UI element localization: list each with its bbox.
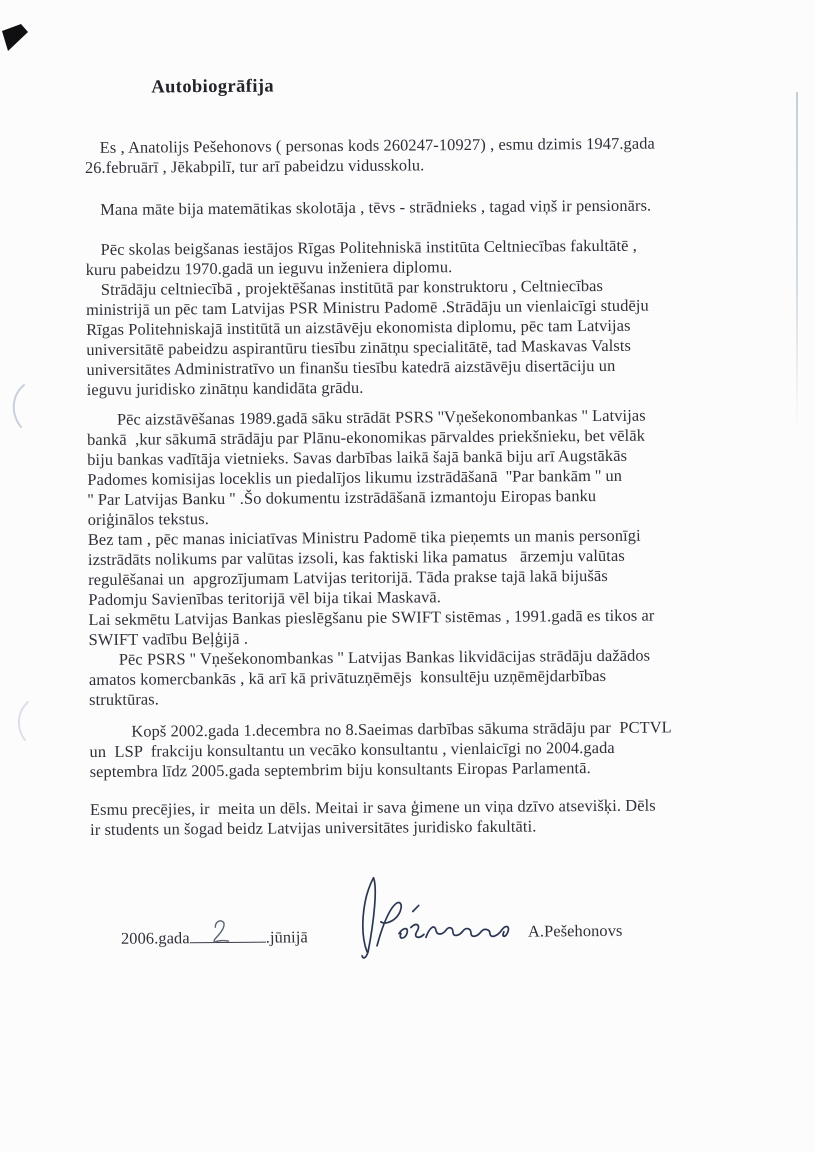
page-title: Autobiogrāfija xyxy=(151,76,275,98)
text-line: kuru pabeidzu 1970.gadā un ieguvu inženiera diplomu. xyxy=(85,257,453,280)
text-line: Lai sekmētu Latvijas Bankas pieslēgšanu pie SWIFT sistēmas , 1991.gadā es tikos ar xyxy=(88,605,655,630)
text-line: septembra līdz 2005.gada septembrim biju konsultants Eiropas Parlamentā. xyxy=(89,758,591,782)
text-line: Padomes komisijas loceklis un piedalījos likumu izstrādāšanā ''Par bankām '' un xyxy=(87,465,623,490)
text-line: Es , Anatolijs Pešehonovs ( personas kods 260247-10927) , esmu dzimis 1947.gada xyxy=(99,133,655,157)
date-suffix: .jūnijā xyxy=(265,927,308,947)
text-line: 26.februārī , Jēkabpilī, tur arī pabeidzu vidusskolu. xyxy=(84,155,425,178)
text-line: Padomju Savienības teritorijā vēl bija tikai Maskavā. xyxy=(88,587,441,610)
text-line: struktūras. xyxy=(89,689,160,710)
paragraph-family xyxy=(90,795,757,840)
text-line: ministrijā un pēc tam Latvijas PSR Ministru Padomē .Strādāju un vienlaicīgi studēju xyxy=(85,295,649,320)
text-line: Esmu precējies, ir meita un dēls. Meitai ir sava ģimene un viņa dzīvo atsevišķi. Dēls xyxy=(89,795,656,820)
text-line: Pēc aizstāvēšanas 1989.gadā sāku strādāt PSRS ''Vņešekonombankas '' Latvijas xyxy=(116,405,646,429)
text-line: regulēšanai un apgrozījumam Latvijas teritorijā. Tāda prakse tajā lakā bijušās xyxy=(88,565,608,590)
paragraph-saeima xyxy=(89,717,756,782)
text-line: universitātes Administratīvo un finanšu tiesību katedrā aizstāvēju disertāciju un xyxy=(86,355,616,380)
text-line: izstrādāts nolikums par valūtas izsoli, kas faktiski lika pamatus ārzemju valūtas xyxy=(87,545,625,570)
text-line: amatos komercbankās , kā arī kā privātuzņēmējs konsultēju uzņēmējdarbības xyxy=(88,665,607,690)
scan-corner-artifact xyxy=(2,24,30,52)
date-prefix: 2006.gada xyxy=(120,928,190,948)
paragraph-parents xyxy=(85,195,752,220)
text-line: Strādāju celtniecībā , projektēšanas institūtā par konstruktoru , Celtniecības xyxy=(100,275,604,299)
scan-curve-mark xyxy=(12,700,32,742)
handwritten-signature-icon xyxy=(342,871,515,960)
text-line: biju bankas vadītāja vietnieks. Savas darbības laikā šajā bankā biju arī Augstākās xyxy=(87,445,628,470)
paragraph-banking xyxy=(87,405,756,710)
text-line: Mana māte bija matemātikas skolotāja , tēvs - strādnieks , tagad viņš ir pensionārs. xyxy=(100,195,652,219)
text-line: universitātē pabeidzu aspirantūru tiesību zinātņu specialitātē, tad Maskavas Valsts xyxy=(86,335,632,360)
text-line: Bez tam , pēc manas iniciatīvas Ministru Padomē tika pieņemts un manis personīgi xyxy=(87,525,641,550)
typed-signature-name: A.Pešehonovs xyxy=(527,920,623,941)
date-line xyxy=(121,923,308,948)
date-day-underline xyxy=(190,924,266,944)
text-line: bankā ,kur sākumā strādāju par Plānu-ekonomikas pārvaldes priekšnieku, bet vēlāk xyxy=(86,425,646,450)
text-line: Pēc skolas beigšanas iestājos Rīgas Politehniskā institūta Celtniecības fakultātē , xyxy=(100,235,637,259)
handwritten-day-digit xyxy=(206,916,236,944)
text-line: Pēc PSRS '' Vņešekonombankas '' Latvijas Bankas likvidācijas strādāju dažādos xyxy=(118,645,651,669)
text-line: ieguvu juridisko zinātņu kandidāta grādu. xyxy=(86,377,364,400)
scan-curve-mark xyxy=(5,383,29,429)
text-line: un LSP frakciju konsultantu un vecāko konsultantu , vienlaicīgi no 2004.gada xyxy=(89,737,615,762)
paragraph-education-career xyxy=(85,235,753,400)
signature-block xyxy=(90,855,758,1000)
text-line: ir students un šogad beidz Latvijas universitātes juridisko fakultāti. xyxy=(90,816,537,840)
text-line: oriģinālos tekstus. xyxy=(87,509,209,530)
text-line: SWIFT vadību Beļģijā . xyxy=(88,628,249,650)
text-line: Rīgas Politehniskajā institūtā un aizstāvēju ekonomista diplomu, pēc tam Latvijas xyxy=(86,315,631,340)
scan-edge-shadow xyxy=(796,92,798,432)
text-line: Kopš 2002.gada 1.decembra no 8.Saeimas darbības sākuma strādāju par PCTVL xyxy=(131,717,672,741)
paragraph-intro xyxy=(85,133,752,178)
text-line: '' Par Latvijas Banku '' .Šo dokumentu izstrādāšanā izmantoju Eiropas banku xyxy=(87,486,597,510)
